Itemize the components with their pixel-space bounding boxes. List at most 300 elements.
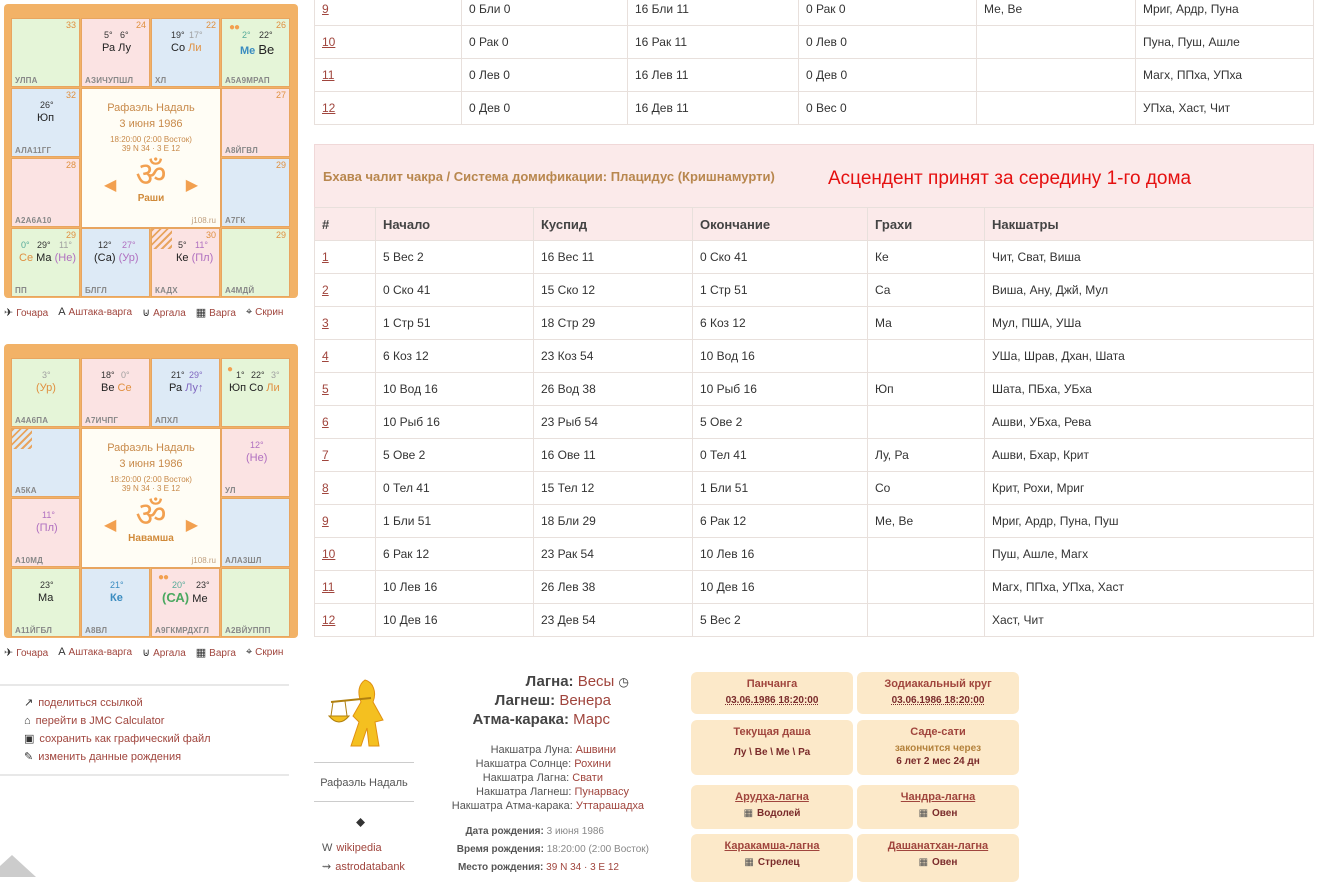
rasi-house-number: 32 bbox=[65, 90, 76, 100]
rasi-house-number: 24 bbox=[135, 20, 146, 30]
dashanathan-value: Овен bbox=[932, 857, 958, 868]
astrodatabank-link[interactable]: ⇝ astrodatabank bbox=[322, 861, 405, 873]
rasi-house-label: ХЛ bbox=[155, 76, 167, 85]
rasi-house-1[interactable] bbox=[81, 18, 150, 87]
dasha-title: Текущая даша bbox=[733, 726, 811, 738]
rasi-toolbar bbox=[4, 306, 298, 324]
table-cell: 26 Лев 38 bbox=[534, 571, 693, 604]
planet-neptune[interactable]: (Не) bbox=[246, 452, 268, 464]
clock-icon[interactable]: ◷ bbox=[618, 675, 629, 689]
table-cell: 16 Бли 11 bbox=[628, 0, 799, 26]
rasi-house-label: А4МДЙ bbox=[225, 286, 255, 295]
planet-degree: 12° bbox=[250, 440, 264, 450]
column-header: Грахи bbox=[868, 208, 985, 241]
rasi-house-label: УЛПА bbox=[15, 76, 38, 85]
house-row bbox=[315, 26, 1314, 59]
lagnesh-row: Лагнеш: Венера bbox=[494, 692, 611, 709]
rasi-center bbox=[81, 88, 221, 228]
table-cell: 23 Дев 54 bbox=[534, 604, 693, 637]
nak-lagnesh-value[interactable]: Пунарвасу bbox=[574, 786, 629, 798]
navamsa-house-5[interactable] bbox=[221, 498, 290, 567]
pob-row: Место рождения: 39 N 34 · 3 E 12 bbox=[457, 862, 619, 873]
planet-mars[interactable]: Ма bbox=[38, 592, 54, 604]
lagna-row: Лагна: Весы ◷ bbox=[525, 673, 629, 690]
navamsa-house-6[interactable] bbox=[221, 568, 290, 637]
table-cell: Пуна, Пуш, Ашле bbox=[1136, 26, 1314, 59]
table-cell: 0 Лев 0 bbox=[799, 26, 977, 59]
rasi-house-6[interactable] bbox=[221, 228, 290, 297]
panchanga-box[interactable] bbox=[691, 672, 853, 714]
chart-date: 3 июня 1986 bbox=[119, 458, 183, 470]
rasi-house-10[interactable] bbox=[11, 158, 80, 227]
nak-moon-value[interactable]: Ашвини bbox=[575, 744, 616, 756]
bhava-row bbox=[315, 604, 1314, 637]
table-cell bbox=[868, 406, 985, 439]
chandra-box[interactable] bbox=[857, 785, 1019, 829]
navamsa-house-8[interactable] bbox=[81, 568, 150, 637]
ashtaka-link[interactable]: A Аштака-варга bbox=[58, 306, 133, 318]
planet-lilith[interactable]: Ли bbox=[266, 382, 280, 394]
table-cell: Лу, Ра bbox=[868, 439, 985, 472]
planet-lilith[interactable]: Ли bbox=[188, 42, 202, 54]
rasi-house-number: 33 bbox=[65, 20, 76, 30]
grid-icon: ▦ bbox=[744, 857, 754, 868]
table-cell: 15 Тел 12 bbox=[534, 472, 693, 505]
planet-sun[interactable]: Со bbox=[171, 42, 186, 54]
nak-sun-value[interactable]: Рохини bbox=[574, 758, 611, 770]
bhava-row bbox=[315, 505, 1314, 538]
table-cell: 23 Коз 54 bbox=[534, 340, 693, 373]
planet-pluto[interactable]: (Пл) bbox=[36, 522, 58, 534]
table-cell bbox=[868, 340, 985, 373]
navamsa-house-label: А5КА bbox=[15, 486, 37, 495]
table-cell: 0 Тел 41 bbox=[376, 472, 534, 505]
houses-table bbox=[314, 0, 1314, 125]
house-number-link[interactable]: 9 bbox=[322, 2, 329, 16]
chart-time: 18:20:00 (2:00 Восток) bbox=[110, 135, 192, 144]
bhava-row bbox=[315, 241, 1314, 274]
nak-lagna-row: Накшатра Лагна: Свати bbox=[482, 772, 603, 784]
house-number-link[interactable]: 8 bbox=[322, 481, 329, 495]
site-watermark: j108.ru bbox=[191, 556, 216, 565]
karakamsha-value: Стрелец bbox=[757, 857, 800, 868]
rasi-house-2[interactable] bbox=[151, 18, 220, 87]
edit-icon: ✎ bbox=[24, 751, 34, 763]
grid-icon: ▦ bbox=[743, 808, 754, 819]
planet-jupiter[interactable]: Юп bbox=[229, 382, 247, 394]
planet-uranus[interactable]: (Ур) bbox=[36, 382, 56, 394]
planet-mercury[interactable]: Ме bbox=[240, 45, 256, 57]
planet-degree: 12° bbox=[98, 240, 112, 250]
table-cell bbox=[868, 604, 985, 637]
house-number-link[interactable]: 2 bbox=[322, 283, 329, 297]
navamsa-house-label: А8ВЛ bbox=[85, 626, 108, 635]
rasi-house-label: ПП bbox=[15, 286, 27, 295]
chart-type-label: Навамша bbox=[128, 533, 174, 544]
wikipedia-link[interactable]: W wikipedia bbox=[322, 842, 382, 854]
rasi-house-7[interactable] bbox=[151, 228, 220, 297]
planet-degree: 0° bbox=[21, 240, 30, 250]
rasi-house-3[interactable] bbox=[221, 18, 290, 87]
navamsa-house-label: АПХЛ bbox=[155, 416, 179, 425]
table-cell: 10 Лев 16 bbox=[376, 571, 534, 604]
edit-birth-link[interactable]: ✎ изменить данные рождения bbox=[24, 751, 182, 763]
planet-pluto[interactable]: (Пл) bbox=[191, 252, 214, 264]
table-cell: 26 Вод 38 bbox=[534, 373, 693, 406]
navamsa-chart bbox=[4, 344, 298, 638]
table-cell: 6 Рак 12 bbox=[693, 505, 868, 538]
table-cell: 10 Дев 16 bbox=[693, 571, 868, 604]
bhava-row bbox=[315, 406, 1314, 439]
rasi-house-label: А8ЙГВЛ bbox=[225, 146, 258, 155]
wikipedia-icon: W bbox=[322, 842, 333, 854]
rasi-house-number: 28 bbox=[65, 160, 76, 170]
rasi-house-4[interactable] bbox=[221, 88, 290, 157]
planet-ketu[interactable]: Ке bbox=[176, 252, 189, 264]
planet-ketu-node[interactable]: Се bbox=[19, 252, 34, 264]
planet-degree: 2° bbox=[242, 30, 251, 40]
om-icon: ॐ bbox=[135, 156, 167, 194]
planet-rahu[interactable]: Ра bbox=[102, 42, 116, 54]
nak-atma-value[interactable]: Уттарашадха bbox=[575, 800, 644, 812]
planet-degree: 29° bbox=[37, 240, 51, 250]
table-cell: УШа, Шрав, Дхан, Шата bbox=[985, 340, 1314, 373]
table-cell: 23 Рак 54 bbox=[534, 538, 693, 571]
screen-link[interactable]: ⌖ Скрин bbox=[245, 306, 284, 318]
ashtaka-link[interactable]: A Аштака-варга bbox=[58, 646, 133, 658]
next-chart-arrow-icon[interactable]: ▶ bbox=[185, 177, 198, 194]
rasi-house-number: 29 bbox=[275, 230, 286, 240]
dasha-box[interactable] bbox=[691, 720, 853, 775]
table-cell: Магх, ППха, УПха bbox=[1136, 59, 1314, 92]
arudha-title[interactable]: Арудха-лагна bbox=[735, 791, 809, 803]
table-cell bbox=[868, 571, 985, 604]
rasi-house-number: 30 bbox=[205, 230, 216, 240]
table-cell: Ма bbox=[868, 307, 985, 340]
column-header: Окончание bbox=[693, 208, 868, 241]
rasi-house-label: БЛГЛ bbox=[85, 286, 107, 295]
planet-mercury[interactable]: Ме bbox=[192, 593, 208, 605]
house-number-link[interactable]: 9 bbox=[322, 514, 329, 528]
varga-link[interactable]: ▦ Варга bbox=[195, 647, 236, 659]
house-number-link[interactable]: 12 bbox=[322, 101, 336, 115]
atma-value[interactable]: Марс bbox=[573, 711, 610, 728]
bhava-row bbox=[315, 472, 1314, 505]
rasi-house-11[interactable] bbox=[11, 88, 80, 157]
house-number-link[interactable]: 10 bbox=[322, 547, 336, 561]
table-cell: Мриг, Ардр, Пуна, Пуш bbox=[985, 505, 1314, 538]
rasi-house-label: А5А9МРАП bbox=[225, 76, 270, 85]
bhava-row bbox=[315, 340, 1314, 373]
house-number-link[interactable]: 6 bbox=[322, 415, 329, 429]
planet-degree: 6° bbox=[120, 30, 129, 40]
table-cell: 16 Ове 11 bbox=[534, 439, 693, 472]
combust-dots-icon: ●● bbox=[229, 22, 240, 33]
table-cell bbox=[977, 26, 1136, 59]
table-cell bbox=[977, 92, 1136, 125]
bhava-header bbox=[314, 144, 1314, 208]
chart-coords: 39 N 34 · 3 E 12 bbox=[121, 144, 181, 153]
navamsa-house-1[interactable] bbox=[81, 358, 150, 427]
table-cell: 0 Рак 0 bbox=[799, 0, 977, 26]
navamsa-house-7[interactable] bbox=[151, 568, 220, 637]
planet-rahu[interactable]: Ра bbox=[169, 382, 183, 394]
table-cell: Чит, Сват, Виша bbox=[985, 241, 1314, 274]
house-number-link[interactable]: 10 bbox=[322, 35, 336, 49]
planet-neptune[interactable]: (Не) bbox=[54, 252, 76, 264]
rasi-house-9[interactable] bbox=[11, 228, 80, 297]
dashanathan-box[interactable] bbox=[857, 834, 1019, 882]
column-header: Начало bbox=[376, 208, 534, 241]
navamsa-house-10[interactable] bbox=[11, 498, 80, 567]
prev-chart-arrow-icon[interactable]: ◀ bbox=[104, 177, 117, 194]
table-cell: 18 Бли 29 bbox=[534, 505, 693, 538]
table-cell: 10 Вод 16 bbox=[693, 340, 868, 373]
table-cell: 1 Бли 51 bbox=[376, 505, 534, 538]
pob-value[interactable]: 39 N 34 · 3 E 12 bbox=[546, 862, 619, 873]
house-number-link[interactable]: 5 bbox=[322, 382, 329, 396]
rasi-house-number: 26 bbox=[275, 20, 286, 30]
screenshot-icon: ⌖ bbox=[245, 306, 253, 318]
planet-sun[interactable]: Со bbox=[249, 382, 264, 394]
table-cell: Виша, Ану, Джй, Мул bbox=[985, 274, 1314, 307]
navamsa-toolbar bbox=[4, 646, 298, 664]
person-name: Рафаэль Надаль bbox=[314, 762, 414, 802]
tob-row: Время рождения: 18:20:00 (2:00 Восток) bbox=[456, 844, 649, 855]
planet-degree: 5° bbox=[178, 240, 187, 250]
table-cell: 0 Ско 41 bbox=[376, 274, 534, 307]
prev-chart-arrow-icon[interactable]: ◀ bbox=[104, 517, 117, 534]
table-cell: Шата, ПБха, УБха bbox=[985, 373, 1314, 406]
bhava-row bbox=[315, 307, 1314, 340]
table-cell: 0 Ско 41 bbox=[693, 241, 868, 274]
panchanga-title: Панчанга bbox=[746, 678, 798, 690]
table-cell: 6 Коз 12 bbox=[693, 307, 868, 340]
table-cell: Со bbox=[868, 472, 985, 505]
screen-link[interactable]: ⌖ Скрин bbox=[245, 646, 284, 658]
table-cell: 18 Стр 29 bbox=[534, 307, 693, 340]
navamsa-house-label: А11ЙГБЛ bbox=[15, 626, 53, 635]
lagna-value[interactable]: Весы bbox=[577, 673, 615, 690]
save-image-link[interactable]: ▣ сохранить как графический файл bbox=[24, 733, 211, 745]
planet-degree: 5° bbox=[104, 30, 113, 40]
planet-degree: 22° bbox=[251, 370, 265, 380]
bhava-title: Бхава чалит чакра / Система домификации: Плацидус (Кришнамурти) bbox=[323, 169, 775, 184]
planet-degree: 11° bbox=[59, 240, 72, 250]
karakamsha-box[interactable] bbox=[691, 834, 853, 882]
rasi-house-5[interactable] bbox=[221, 158, 290, 227]
table-cell: Мул, ПША, УШа bbox=[985, 307, 1314, 340]
magnet-icon: ⊍ bbox=[142, 647, 151, 659]
letter-a-icon: A bbox=[58, 306, 66, 318]
hatch-marker bbox=[12, 429, 32, 449]
table-cell: 10 Рыб 16 bbox=[693, 373, 868, 406]
table-cell: 5 Ове 2 bbox=[376, 439, 534, 472]
planet-saturn[interactable]: (Са) bbox=[94, 252, 116, 264]
dashanathan-title[interactable]: Дашанатхан-лагна bbox=[887, 840, 989, 852]
navamsa-house-label: А9ГКМРДХГЛ bbox=[155, 626, 210, 635]
column-header: Куспид bbox=[534, 208, 693, 241]
planet-mars[interactable]: Ма bbox=[36, 252, 52, 264]
chandra-title[interactable]: Чандра-лагна bbox=[900, 791, 976, 803]
bhava-row bbox=[315, 274, 1314, 307]
planet-degree: 22° bbox=[259, 30, 273, 40]
table-cell: Юп bbox=[868, 373, 985, 406]
planet-degree: 23° bbox=[40, 580, 54, 590]
planet-ketu[interactable]: Ке bbox=[110, 592, 123, 604]
table-cell: Мриг, Ардр, Пуна bbox=[1136, 0, 1314, 26]
planet-uranus[interactable]: (Ур) bbox=[118, 252, 139, 264]
navamsa-house-11[interactable] bbox=[11, 428, 80, 497]
share-icon: ↗ bbox=[24, 697, 34, 709]
navamsa-house-3[interactable] bbox=[221, 358, 290, 427]
table-cell: 10 Вод 16 bbox=[376, 373, 534, 406]
navamsa-house-label: АЛА3ШЛ bbox=[225, 556, 262, 565]
table-cell: 10 Дев 16 bbox=[376, 604, 534, 637]
house-number-link[interactable]: 4 bbox=[322, 349, 329, 363]
planet-degree: 11° bbox=[42, 510, 55, 520]
combust-dots-icon: ●● bbox=[158, 572, 169, 583]
planet-jupiter[interactable]: Юп bbox=[37, 112, 55, 124]
panchanga-date[interactable]: 03.06.1986 18:20:00 bbox=[725, 695, 819, 706]
table-cell: 0 Вес 0 bbox=[799, 92, 977, 125]
nak-sun-row: Накшатра Солнце: Рохини bbox=[475, 758, 611, 770]
planet-moon[interactable]: Лу↑ bbox=[185, 382, 204, 394]
argala-link[interactable]: ⊍ Аргала bbox=[142, 307, 186, 319]
planet-degree: 20° bbox=[172, 580, 186, 590]
navamsa-house-4[interactable] bbox=[221, 428, 290, 497]
sadesati-title: Саде-сати bbox=[910, 726, 966, 738]
rasi-house-label: АЗИЧУПШЛ bbox=[85, 76, 134, 85]
screenshot-icon: ⌖ bbox=[245, 646, 253, 658]
transit-icon: ✈ bbox=[4, 647, 14, 659]
table-cell: Ме, Ве bbox=[977, 0, 1136, 26]
table-cell: 0 Дев 0 bbox=[462, 92, 628, 125]
table-cell: Магх, ППха, УПха, Хаст bbox=[985, 571, 1314, 604]
argala-link[interactable]: ⊍ Аргала bbox=[142, 647, 186, 659]
house-row bbox=[315, 59, 1314, 92]
house-number-link[interactable]: 1 bbox=[322, 250, 329, 264]
dasha-value: Лу \ Ве \ Ме \ Ра bbox=[733, 747, 811, 758]
table-cell: 5 Ове 2 bbox=[693, 406, 868, 439]
rasi-house-label: А2А6А10 bbox=[15, 216, 52, 225]
chandra-value: Овен bbox=[932, 808, 958, 819]
table-cell: 5 Вес 2 bbox=[693, 604, 868, 637]
house-number-link[interactable]: 3 bbox=[322, 316, 329, 330]
table-cell: УПха, Хаст, Чит bbox=[1136, 92, 1314, 125]
rasi-chart bbox=[4, 4, 298, 298]
bhava-row bbox=[315, 571, 1314, 604]
share-link[interactable]: ↗ поделиться ссылкой bbox=[24, 697, 143, 709]
zodiac-date[interactable]: 03.06.1986 18:20:00 bbox=[891, 695, 985, 706]
sadesati-line2: 6 лет 2 мес 24 дн bbox=[896, 756, 980, 767]
sadesati-box[interactable] bbox=[857, 720, 1019, 775]
navamsa-house-9[interactable] bbox=[11, 568, 80, 637]
transit-icon: ✈ bbox=[4, 307, 14, 319]
rasi-house-number: 27 bbox=[275, 90, 286, 100]
site-watermark: j108.ru bbox=[191, 216, 216, 225]
table-cell: 10 Лев 16 bbox=[693, 538, 868, 571]
planet-degree: 23° bbox=[196, 580, 210, 590]
tags-icon: ⬥ bbox=[356, 814, 366, 829]
next-chart-arrow-icon[interactable]: ▶ bbox=[185, 517, 198, 534]
navamsa-center bbox=[81, 428, 221, 568]
column-header: # bbox=[315, 208, 376, 241]
jmc-link[interactable]: ⌂ перейти в JMC Calculator bbox=[24, 715, 165, 727]
karakamsha-title[interactable]: Каракамша-лагна bbox=[724, 840, 820, 852]
chart-coords: 39 N 34 · 3 E 12 bbox=[121, 484, 181, 493]
house-number-link[interactable]: 7 bbox=[322, 448, 329, 462]
dob-row: Дата рождения: 3 июня 1986 bbox=[465, 826, 604, 837]
bhava-row bbox=[315, 538, 1314, 571]
navamsa-house-label: А7ИЧПГ bbox=[85, 416, 119, 425]
scroll-top-arrow-icon[interactable] bbox=[0, 855, 36, 877]
table-cell bbox=[977, 59, 1136, 92]
lagnesh-value[interactable]: Венера bbox=[559, 692, 611, 709]
planet-venus[interactable]: Ве bbox=[101, 382, 115, 394]
planet-degree: 1° bbox=[236, 370, 245, 380]
planet-degree: 18° bbox=[101, 370, 115, 380]
planet-venus[interactable]: Ве bbox=[258, 42, 275, 57]
planet-saturn-atmakaraka[interactable]: (СА) bbox=[162, 590, 190, 605]
planet-degree: 0° bbox=[121, 370, 130, 380]
zodiac-box[interactable] bbox=[857, 672, 1019, 714]
sadesati-line1: закончится через bbox=[894, 743, 982, 754]
navamsa-house-2[interactable] bbox=[151, 358, 220, 427]
table-cell: Хаст, Чит bbox=[985, 604, 1314, 637]
planet-moon[interactable]: Лу bbox=[118, 42, 131, 54]
rasi-house-label: АЛА11ГГ bbox=[15, 146, 52, 155]
chart-actions bbox=[0, 684, 289, 776]
tob-value: 18:20:00 (2:00 Восток) bbox=[546, 844, 649, 855]
table-cell: Ке bbox=[868, 241, 985, 274]
table-cell: Пуш, Ашле, Магх bbox=[985, 538, 1314, 571]
gochara-link[interactable]: ✈ Гочара bbox=[4, 307, 49, 319]
rasi-house-12[interactable] bbox=[11, 18, 80, 87]
table-cell: 5 Вес 2 bbox=[376, 241, 534, 274]
nak-lagnesh-row: Накшатра Лагнеш: Пунарвасу bbox=[476, 786, 629, 798]
planet-degree: 29° bbox=[189, 370, 203, 380]
house-number-link[interactable]: 11 bbox=[322, 68, 335, 82]
planet-degree: 26° bbox=[40, 100, 54, 110]
planet-degree: 27° bbox=[122, 240, 136, 250]
varga-link[interactable]: ▦ Варга bbox=[195, 307, 236, 319]
dob-value: 3 июня 1986 bbox=[546, 826, 604, 837]
bhava-note: Асцендент принят за середину 1-го дома bbox=[828, 168, 1192, 189]
planet-ketu-node[interactable]: Се bbox=[117, 382, 132, 394]
house-row bbox=[315, 92, 1314, 125]
chart-person-name: Рафаэль Надаль bbox=[107, 102, 195, 114]
table-cell: 15 Ско 12 bbox=[534, 274, 693, 307]
table-cell: 10 Рыб 16 bbox=[376, 406, 534, 439]
table-cell: 16 Дев 11 bbox=[628, 92, 799, 125]
navamsa-house-label: А10МД bbox=[15, 556, 44, 565]
gochara-link[interactable]: ✈ Гочара bbox=[4, 647, 49, 659]
house-number-link[interactable]: 12 bbox=[322, 613, 336, 627]
zodiac-title: Зодиакальный круг bbox=[884, 678, 992, 690]
table-cell: 6 Коз 12 bbox=[376, 340, 534, 373]
house-number-link[interactable]: 11 bbox=[322, 580, 335, 594]
rasi-house-8[interactable] bbox=[81, 228, 150, 297]
rasi-house-number: 29 bbox=[65, 230, 76, 240]
astrodatabank-icon: ⇝ bbox=[322, 861, 332, 873]
planet-degree: 3° bbox=[42, 370, 51, 380]
nak-lagna-value[interactable]: Свати bbox=[572, 772, 603, 784]
table-cell: 16 Вес 11 bbox=[534, 241, 693, 274]
arudha-box[interactable] bbox=[691, 785, 853, 829]
navamsa-house-12[interactable] bbox=[11, 358, 80, 427]
rasi-house-number: 29 bbox=[275, 160, 286, 170]
